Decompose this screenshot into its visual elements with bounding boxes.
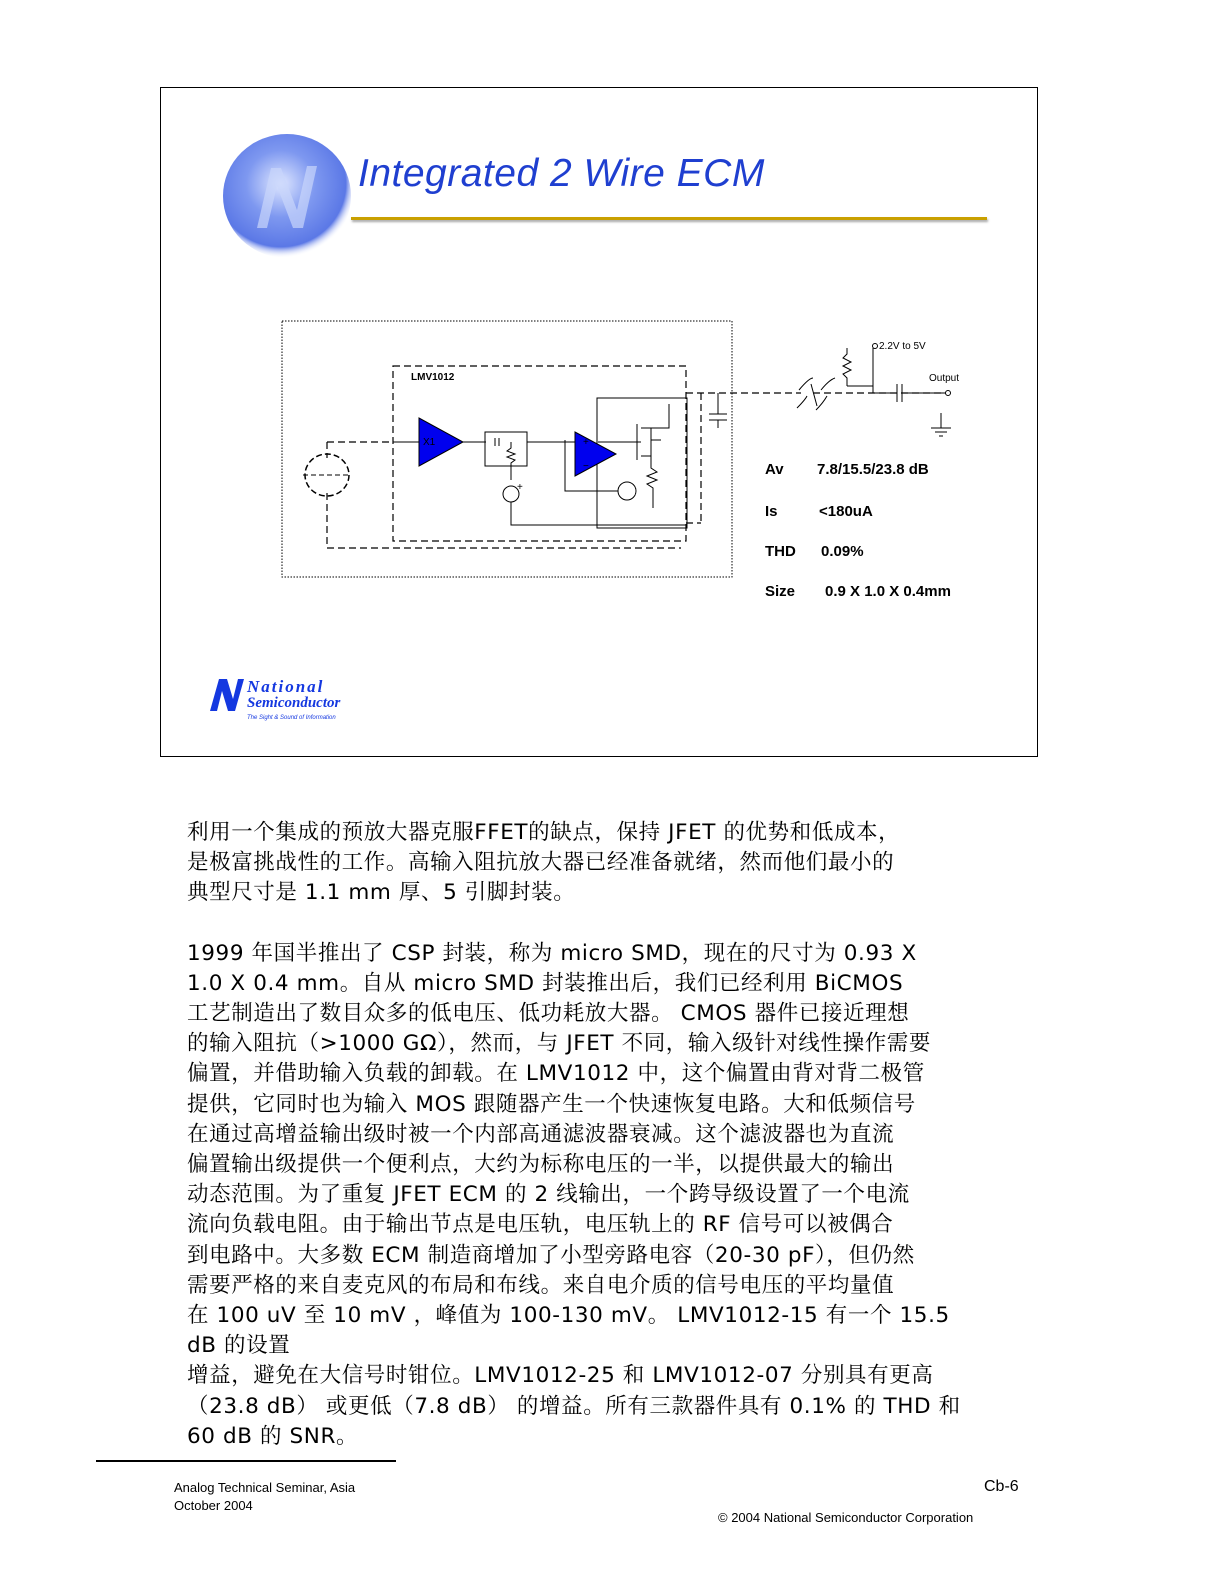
ns-logo-mark-icon (207, 675, 245, 715)
spec-value: 7.8/15.5/23.8 dB (817, 461, 929, 478)
spec-label: Size (765, 583, 796, 600)
logo-line-national: National (247, 677, 325, 696)
svg-text:+: + (517, 482, 523, 493)
footer-date: October 2004 (174, 1498, 253, 1513)
national-semiconductor-logo (207, 673, 377, 733)
footer-seminar: Analog Technical Seminar, Asia (174, 1480, 356, 1495)
amp-x1-label: X1 (423, 437, 436, 448)
output-label: Output (929, 373, 960, 384)
body-paragraph-2: 1999 年国半推出了 CSP 封装，称为 micro SMD，现在的尺寸为 0.93 X 1.0 X 0.4 mm。自从 micro SMD 封装推出后，我们已经利用 BiCMOS 工艺制造出了数目众多的低电压、低功耗放大器。 CMOS 器件已接近理想 的输入阻抗（>1000 GΩ），然而，与 JFET 不同，输入级针对线性操作需要 偏置，并借助输入负载的卸载。在 LMV1012 中，这个偏置由背对背二极管 提供，它同时也为输入 MOS 跟随器产生一个快速恢复电路。大和低频信号 在通过高增益输出级时被一个内部高通滤波器衰减。这个滤波器也为直流 偏置输出级提供一个便利点，大约为标称电压的一半，以提供最大的输出 动态范围。为了重复 JFET ECM 的 2 线输出，一个跨导级设置了一个电流 流向负载电阻。由于输出节点是电压轨，电压轨上的 RF 信号可以被偶合 到电路中。大多数 ECM 制造商增加了小型旁路电容（20-30 pF），但仍然 需要严格的来自麦克风的布局和布线。来自电介质的信号电压的平均量值 在 100 uV 至 10 mV ，峰值为 100-130 mV。 LMV1012-15 有一个 15.5 dB 的设置 增益，避免在大信号时钳位。LMV1012-25 和 LMV1012-07 分别具有更高 （23.8 dB） 或更低（7.8 dB） 的增益。所有三款器件具有 0.1% 的 THD 和 60 dB 的 SNR。 (187, 940, 961, 1449)
supply-label: 2.2V to 5V (879, 341, 926, 352)
spec-value: 0.9 X 1.0 X 0.4mm (825, 583, 951, 600)
logo-tagline: The Sight & Sound of Information (247, 715, 336, 721)
page-number: Cb-6 (984, 1478, 1019, 1495)
slide-frame (160, 87, 1038, 757)
spec-label: Av (765, 461, 784, 478)
package-outline (282, 321, 732, 577)
footer-copyright: © 2004 National Semiconductor Corporation (718, 1510, 974, 1525)
slide-title: Integrated 2 Wire ECM (358, 152, 765, 195)
svg-text:+: + (583, 437, 589, 448)
footer-divider (96, 1460, 396, 1462)
spec-label: THD (765, 543, 796, 560)
microphone-symbol (303, 454, 351, 496)
circuit-schematic (161, 88, 1039, 758)
body-paragraph-1: 利用一个集成的预放大器克服FFET的缺点，保持 JFET 的优势和低成本， 是极富挑战性的工作。高输入阻抗放大器已经准备就绪，然而他们最小的 典型尺寸是 1.1 mm 厚、5 引脚封装。 (187, 820, 901, 906)
chip-label: LMV1012 (411, 372, 455, 383)
spec-value: 0.09% (821, 543, 864, 560)
logo-line-semiconductor: Semiconductor (247, 695, 341, 711)
amplifier-2 (575, 432, 616, 476)
spec-label: Is (765, 503, 778, 520)
svg-text:−: − (583, 461, 589, 472)
body-text (187, 818, 1027, 1452)
spec-value: <180uA (819, 503, 873, 520)
